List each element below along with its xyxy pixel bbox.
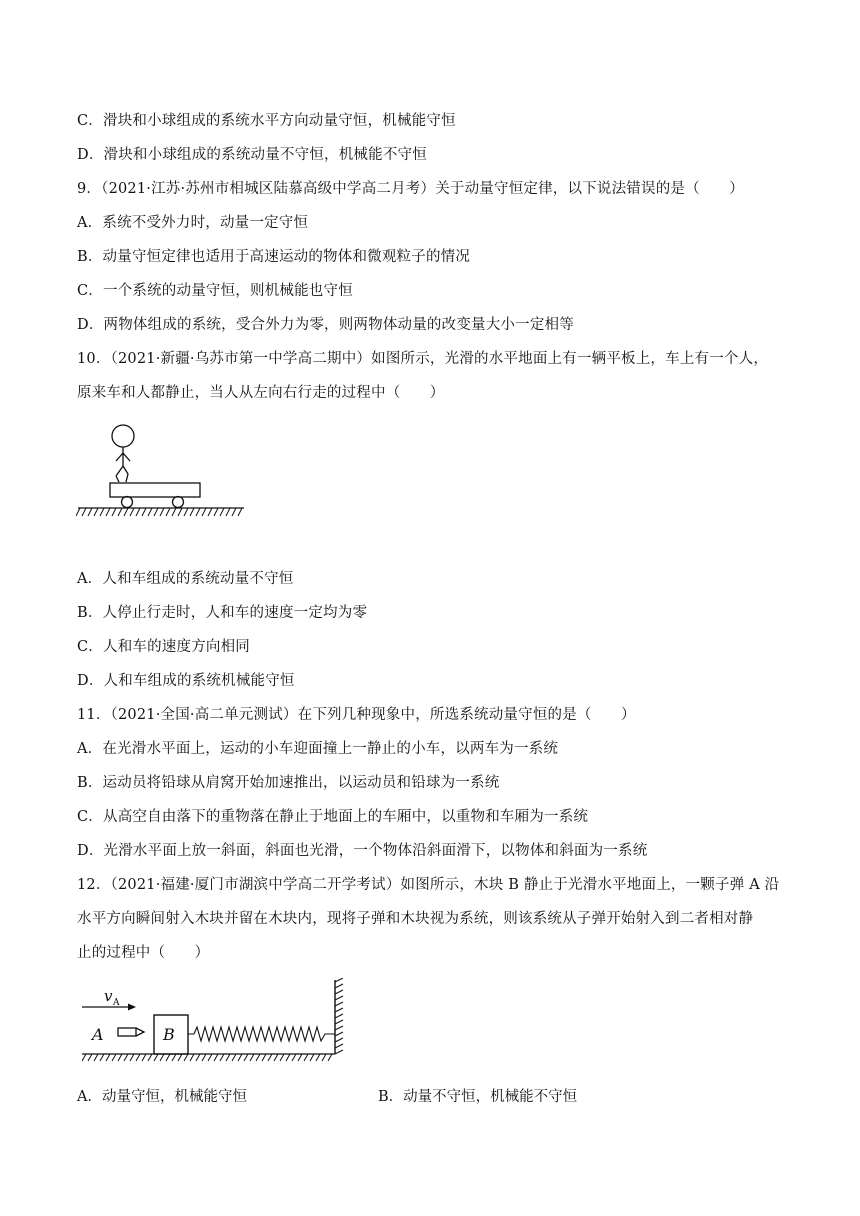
q9-option-b: B．动量守恒定律也适用于高速运动的物体和微观粒子的情况 xyxy=(77,249,471,265)
q11-option-a: A．在光滑水平面上，运动的小车迎面撞上一静止的小车，以两车为一系统 xyxy=(77,741,559,757)
q12-option-b: B．动量不守恒，机械能不守恒 xyxy=(378,1089,578,1105)
q8-option-c: C．滑块和小球组成的系统水平方向动量守恒，机械能守恒 xyxy=(77,113,456,129)
q10-stem-line2: 原来车和人都静止，当人从左向右行走的过程中（ ） xyxy=(77,385,445,401)
q10-stem-line1: 10．（2021·新疆·乌苏市第一中学高二期中）如图所示，光滑的水平地面上有一辆平板上，车上有一个人， xyxy=(77,351,769,367)
q11-option-c: C．从高空自由落下的重物落在静止于地面上的车厢中，以重物和车厢为一系统 xyxy=(77,809,589,825)
velocity-label: v xyxy=(104,987,113,1005)
q9-stem: 9．（2021·江苏·苏州市相城区陆慕高级中学高二月考）关于动量守恒定律，以下说法错误的是（ ） xyxy=(77,181,744,197)
q11-option-b: B．运动员将铅球从肩窝开始加速推出，以运动员和铅球为一系统 xyxy=(77,775,500,791)
q10-option-c: C．人和车的速度方向相同 xyxy=(77,639,250,655)
q8-option-d: D．滑块和小球组成的系统动量不守恒，机械能不守恒 xyxy=(77,147,427,163)
q12-stem-line1: 12．（2021·福建·厦门市湖滨中学高二开学考试）如图所示，木块 B 静止于光滑水平地面上，一颗子弹 A 沿 xyxy=(77,877,780,893)
velocity-subscript: A xyxy=(113,998,120,1008)
block-label: B xyxy=(163,1025,175,1044)
q9-option-a: A．系统不受外力时，动量一定守恒 xyxy=(77,215,309,231)
q12-option-a: A．动量守恒，机械能守恒 xyxy=(77,1089,247,1105)
cart-wheel-right xyxy=(173,497,184,508)
person-on-cart-figure xyxy=(76,424,246,520)
q10-option-b: B．人停止行走时，人和车的速度一定均为零 xyxy=(77,605,368,621)
cart-platform xyxy=(110,483,200,497)
ground-hatching xyxy=(76,508,242,516)
floor-hatching xyxy=(82,1054,332,1061)
q11-stem: 11．（2021·全国·高二单元测试）在下列几种现象中，所选系统动量守恒的是（ ） xyxy=(77,707,636,723)
q12-stem-line2: 水平方向瞬间射入木块并留在木块内，现将子弹和木块视为系统，则该系统从子弹开始射入到二者相对静 xyxy=(77,911,754,927)
bullet xyxy=(118,1028,144,1036)
q10-option-a: A．人和车组成的系统动量不守恒 xyxy=(77,571,294,587)
q11-option-d: D．光滑水平面上放一斜面，斜面也光滑，一个物体沿斜面滑下，以物体和斜面为一系统 xyxy=(77,843,648,859)
wall-hatching xyxy=(335,978,343,1054)
q10-option-d: D．人和车组成的系统机械能守恒 xyxy=(77,673,295,689)
bullet-block-spring-figure xyxy=(82,978,352,1064)
person-body xyxy=(116,447,130,482)
spring xyxy=(188,1027,335,1041)
cart-wheel-left xyxy=(122,497,133,508)
q12-stem-line3: 止的过程中（ ） xyxy=(77,945,210,961)
q9-option-c: C．一个系统的动量守恒，则机械能也守恒 xyxy=(77,283,353,299)
bullet-label: A xyxy=(92,1025,104,1044)
q9-option-d: D．两物体组成的系统，受合外力为零，则两物体动量的改变量大小一定相等 xyxy=(77,317,574,333)
person-head xyxy=(112,425,134,447)
